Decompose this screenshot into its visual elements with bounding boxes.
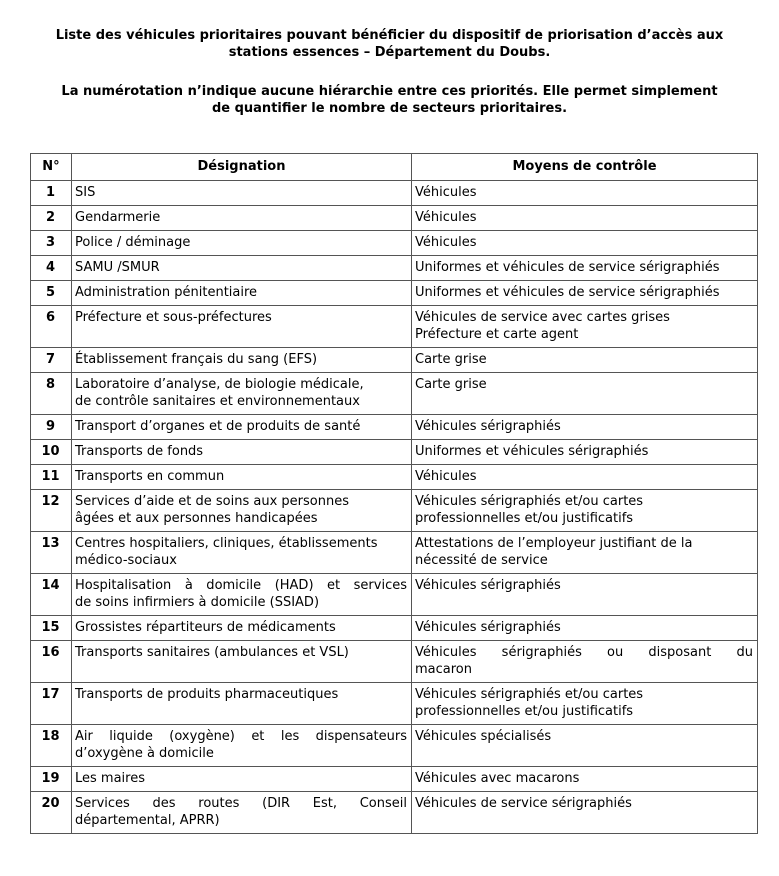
controle-line: Uniformes et véhicules de service sérigraphiés: [415, 260, 720, 275]
controle-line: Préfecture et carte agent: [415, 327, 579, 342]
designation-line: Services des routes (DIR Est, Conseil: [75, 796, 407, 811]
designation-line: Centres hospitaliers, cliniques, établissements: [75, 536, 378, 551]
designation-cell: [72, 574, 412, 616]
table-row: [31, 792, 758, 834]
table-row: [31, 415, 758, 440]
row-number: 20: [31, 792, 72, 834]
designation-cell: [72, 616, 412, 641]
controle-line: Véhicules sérigraphiés et/ou cartes: [415, 687, 644, 702]
table-row: [31, 641, 758, 683]
note-line-1: La numérotation n’indique aucune hiérarchie entre ces priorités. Elle permet simplement: [61, 84, 718, 99]
controle-line: Véhicules de service avec cartes grises: [415, 310, 670, 325]
table-row: [31, 231, 758, 256]
designation-line: Police / déminage: [75, 235, 191, 250]
controle-line: Véhicules avec macarons: [415, 771, 580, 786]
document-note: [40, 83, 739, 117]
designation-cell: [72, 373, 412, 415]
designation-cell: [72, 725, 412, 767]
designation-cell: [72, 490, 412, 532]
controle-cell: [412, 490, 758, 532]
table-row: [31, 725, 758, 767]
table-row: [31, 532, 758, 574]
controle-cell: [412, 231, 758, 256]
controle-line: Attestations de l’employeur justifiant de la: [415, 536, 693, 551]
controle-cell: [412, 206, 758, 231]
designation-cell: [72, 792, 412, 834]
controle-line: Véhicules: [415, 469, 477, 484]
row-number: 18: [31, 725, 72, 767]
row-number: 6: [31, 306, 72, 348]
designation-cell: [72, 306, 412, 348]
controle-cell: [412, 281, 758, 306]
controle-line: Véhicules sérigraphiés: [415, 419, 561, 434]
designation-cell: [72, 231, 412, 256]
row-number: 2: [31, 206, 72, 231]
controle-cell: [412, 725, 758, 767]
controle-cell: [412, 574, 758, 616]
controle-cell: [412, 616, 758, 641]
designation-cell: [72, 256, 412, 281]
designation-cell: [72, 206, 412, 231]
row-number: 9: [31, 415, 72, 440]
header-designation: Désignation: [72, 154, 412, 181]
table-header-row: [31, 154, 758, 181]
table-row: [31, 574, 758, 616]
designation-line: Services d’aide et de soins aux personnes: [75, 494, 349, 509]
controle-line: Carte grise: [415, 377, 487, 392]
controle-line: Véhicules sérigraphiés ou disposant du: [415, 645, 753, 660]
controle-line: Uniformes et véhicules sérigraphiés: [415, 444, 649, 459]
designation-line: Gendarmerie: [75, 210, 161, 225]
table-row: [31, 490, 758, 532]
table-row: [31, 256, 758, 281]
row-number: 3: [31, 231, 72, 256]
row-number: 10: [31, 440, 72, 465]
header-number: N°: [31, 154, 72, 181]
designation-line: de contrôle sanitaires et environnementaux: [75, 394, 360, 409]
designation-line: Préfecture et sous-préfectures: [75, 310, 272, 325]
controle-line: nécessité de service: [415, 553, 548, 568]
controle-line: Véhicules spécialisés: [415, 729, 552, 744]
controle-cell: [412, 373, 758, 415]
controle-line: Véhicules: [415, 235, 477, 250]
table-row: [31, 767, 758, 792]
controle-line: professionnelles et/ou justificatifs: [415, 511, 634, 526]
table-row: [31, 440, 758, 465]
table-row: [31, 616, 758, 641]
table-row: [31, 373, 758, 415]
designation-line: Transports de fonds: [75, 444, 204, 459]
title-line-2: stations essences – Département du Doubs.: [228, 45, 551, 60]
controle-cell: [412, 348, 758, 373]
row-number: 19: [31, 767, 72, 792]
row-number: 1: [31, 181, 72, 206]
designation-line: de soins infirmiers à domicile (SSIAD): [75, 595, 320, 610]
designation-line: Laboratoire d’analyse, de biologie médicale,: [75, 377, 364, 392]
row-number: 12: [31, 490, 72, 532]
designation-cell: [72, 440, 412, 465]
controle-cell: [412, 532, 758, 574]
controle-cell: [412, 641, 758, 683]
designation-cell: [72, 532, 412, 574]
table-row: [31, 348, 758, 373]
title-line-1: Liste des véhicules prioritaires pouvant bénéficier du dispositif de priorisation d’accès aux: [55, 28, 724, 43]
designation-cell: [72, 348, 412, 373]
designation-line: Administration pénitentiaire: [75, 285, 258, 300]
note-line-2: de quantifier le nombre de secteurs prioritaires.: [211, 101, 568, 116]
row-number: 8: [31, 373, 72, 415]
designation-line: départemental, APRR): [75, 813, 220, 828]
designation-line: Transports sanitaires (ambulances et VSL): [75, 645, 349, 660]
designation-line: Transports en commun: [75, 469, 225, 484]
designation-line: Établissement français du sang (EFS): [75, 352, 318, 367]
row-number: 7: [31, 348, 72, 373]
priority-vehicles-table: [30, 153, 758, 834]
designation-line: d’oxygène à domicile: [75, 746, 214, 761]
controle-cell: [412, 465, 758, 490]
row-number: 13: [31, 532, 72, 574]
table-row: [31, 281, 758, 306]
designation-line: Air liquide (oxygène) et les dispensateurs: [75, 729, 407, 744]
row-number: 11: [31, 465, 72, 490]
table-row: [31, 181, 758, 206]
controle-line: Uniformes et véhicules de service sérigraphiés: [415, 285, 720, 300]
controle-line: Carte grise: [415, 352, 487, 367]
designation-cell: [72, 767, 412, 792]
table-row: [31, 306, 758, 348]
designation-line: médico-sociaux: [75, 553, 177, 568]
controle-line: Véhicules: [415, 210, 477, 225]
row-number: 4: [31, 256, 72, 281]
controle-cell: [412, 683, 758, 725]
designation-cell: [72, 683, 412, 725]
controle-cell: [412, 306, 758, 348]
table-body: [31, 181, 758, 834]
row-number: 16: [31, 641, 72, 683]
controle-cell: [412, 181, 758, 206]
controle-line: Véhicules sérigraphiés et/ou cartes: [415, 494, 644, 509]
document-title: [40, 27, 739, 61]
header-controle: Moyens de contrôle: [412, 154, 758, 181]
designation-line: âgées et aux personnes handicapées: [75, 511, 318, 526]
controle-line: Véhicules de service sérigraphiés: [415, 796, 632, 811]
controle-cell: [412, 792, 758, 834]
table-row: [31, 683, 758, 725]
row-number: 14: [31, 574, 72, 616]
controle-line: professionnelles et/ou justificatifs: [415, 704, 634, 719]
controle-line: Véhicules: [415, 185, 477, 200]
designation-line: Transport d’organes et de produits de santé: [75, 419, 361, 434]
designation-line: Transports de produits pharmaceutiques: [75, 687, 339, 702]
controle-line: Véhicules sérigraphiés: [415, 578, 561, 593]
designation-line: SAMU /SMUR: [75, 260, 160, 275]
designation-line: Hospitalisation à domicile (HAD) et services: [75, 578, 407, 593]
controle-cell: [412, 415, 758, 440]
controle-cell: [412, 767, 758, 792]
row-number: 15: [31, 616, 72, 641]
controle-cell: [412, 256, 758, 281]
designation-line: Grossistes répartiteurs de médicaments: [75, 620, 336, 635]
table-row: [31, 206, 758, 231]
designation-cell: [72, 641, 412, 683]
row-number: 17: [31, 683, 72, 725]
controle-line: Véhicules sérigraphiés: [415, 620, 561, 635]
controle-line: macaron: [415, 662, 472, 677]
row-number: 5: [31, 281, 72, 306]
table-row: [31, 465, 758, 490]
designation-line: SIS: [75, 185, 96, 200]
designation-cell: [72, 465, 412, 490]
controle-cell: [412, 440, 758, 465]
designation-cell: [72, 181, 412, 206]
designation-cell: [72, 415, 412, 440]
designation-line: Les maires: [75, 771, 145, 786]
designation-cell: [72, 281, 412, 306]
